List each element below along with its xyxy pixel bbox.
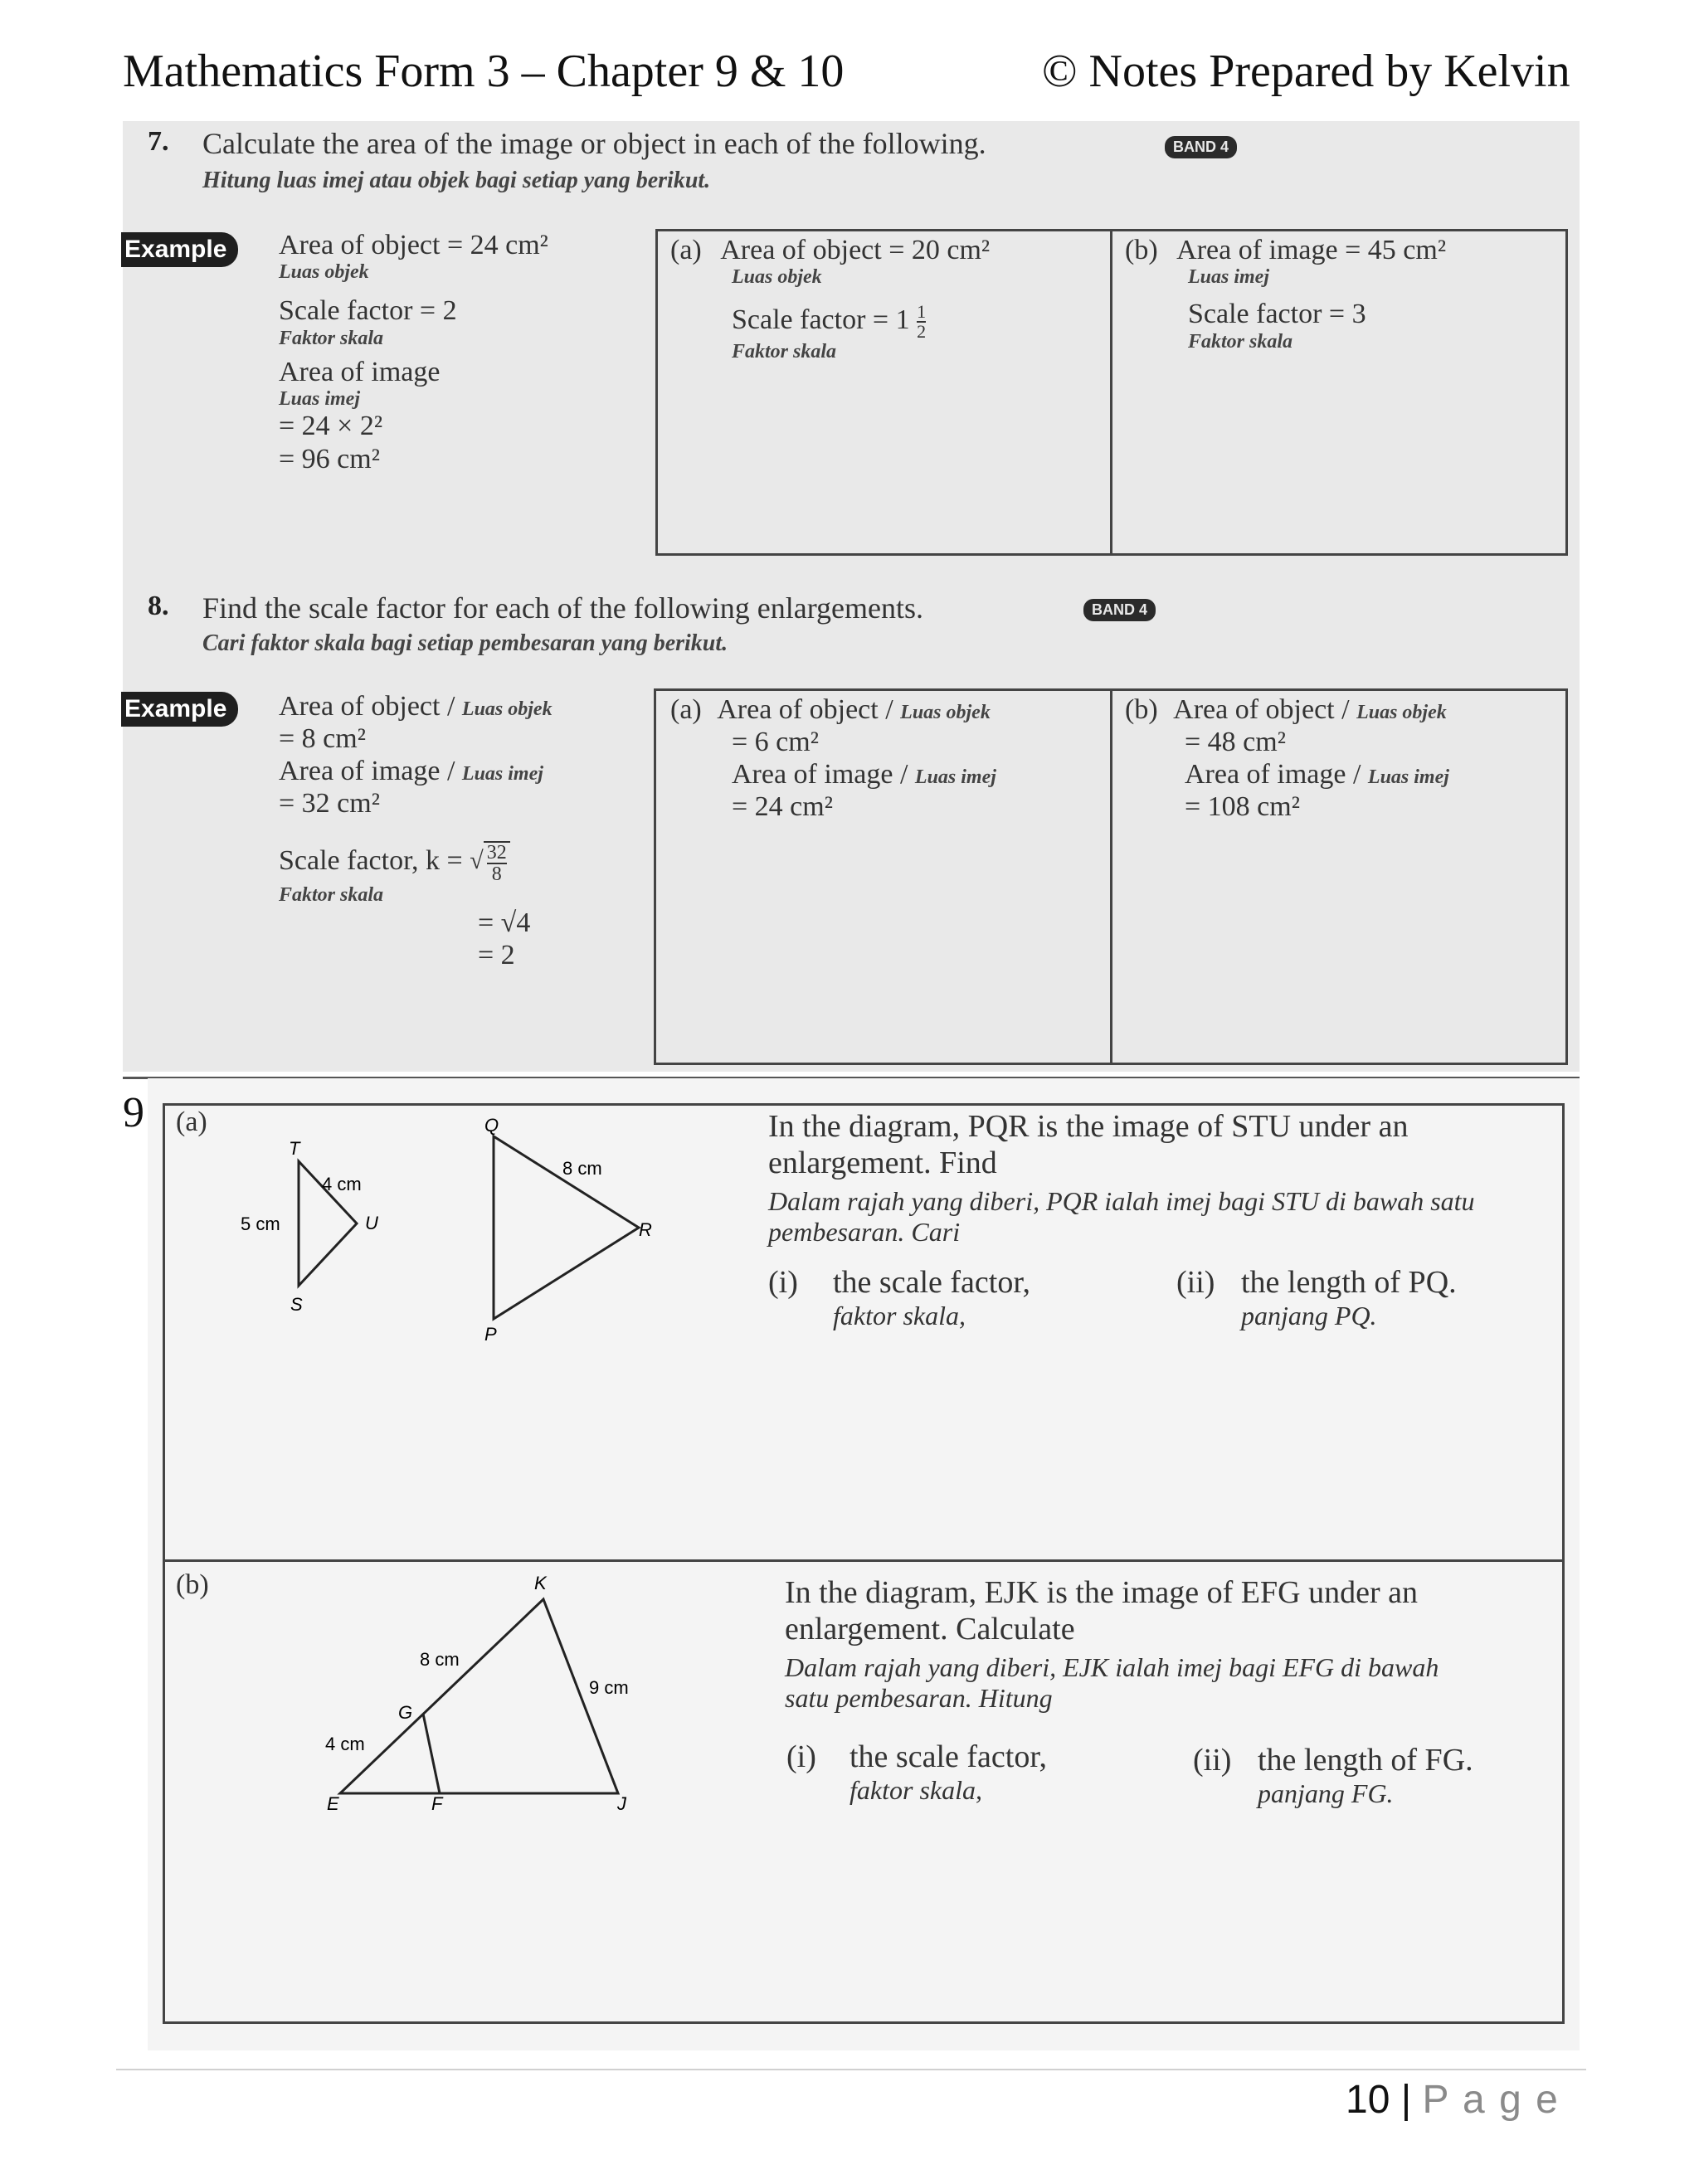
header-left: Mathematics Form 3 – Chapter 9 & 10 [123, 46, 845, 97]
q7-text-ms: Hitung luas imej atau objek bagi setiap yang berikut. [202, 168, 711, 193]
q9-row-divider [163, 1559, 1565, 1562]
q8-text-ms: Cari faktor skala bagi setiap pembesaran yang berikut. [202, 630, 728, 656]
q8-ex-l5: Scale factor, k = [279, 845, 463, 877]
page-word: P a g e [1422, 2078, 1560, 2122]
q9a-label: (a) [176, 1107, 207, 1137]
q7-ex-l3: Area of image [279, 356, 441, 387]
label-kj-length: 9 cm [589, 1677, 629, 1698]
q9a-text1: In the diagram, PQR is the image of STU under an [768, 1109, 1409, 1144]
q9b-i-ms: faktor skala, [850, 1775, 982, 1805]
q8-ex-l6: = √4 [478, 907, 531, 938]
q7-ex-l2-ms: Faktor skala [279, 327, 384, 349]
q8-example-badge: Example [121, 692, 238, 727]
label-qr-length: 8 cm [562, 1158, 602, 1179]
q8-ex-l2: = 8 cm² [279, 723, 366, 755]
q8-text: Find the scale factor for each of the following enlargements. [202, 591, 924, 625]
label-E: E [327, 1793, 339, 1814]
q8-band-badge: BAND 4 [1083, 599, 1156, 621]
q7-part-a [670, 234, 990, 363]
q9a-part-i [833, 1264, 1030, 1331]
q8-example-solution [279, 690, 553, 971]
label-J: J [617, 1793, 626, 1814]
q7-ex-l4: = 24 × 2² [279, 411, 383, 442]
q7-example-badge: Example [121, 232, 238, 267]
q7-ex-l1: Area of object = 24 cm² [279, 230, 548, 260]
label-tu-length: 4 cm [322, 1174, 362, 1194]
q8-ex-l1-ms: Luas objek [461, 698, 553, 720]
q8-b-l3: Area of image / [1185, 759, 1361, 790]
q9b-label: (b) [176, 1569, 209, 1600]
q9a-ms2: pembesaran. Cari [768, 1217, 961, 1247]
q8-b-l4: = 108 cm² [1185, 791, 1300, 823]
label-S: S [290, 1294, 303, 1315]
q7-a-l1-ms: Luas objek [732, 266, 822, 289]
label-Q: Q [484, 1115, 499, 1136]
q9b-ms2: satu pembesaran. Hitung [785, 1683, 1053, 1713]
header-right: © Notes Prepared by Kelvin [1042, 46, 1570, 97]
q9b-part-ii [1258, 1742, 1473, 1809]
q8-answer-divider [1110, 688, 1112, 1065]
q9a-ii-ms: panjang PQ. [1241, 1301, 1377, 1330]
q7-a-l1: Area of object = 20 cm² [720, 235, 991, 265]
q8-ex-l1: Area of object / [279, 691, 455, 722]
q9a-diagram [224, 1095, 689, 1344]
q8-b-l1: Area of object / [1173, 694, 1350, 725]
label-P: P [484, 1324, 497, 1344]
q9b-ii-text: the length of FG. [1258, 1743, 1473, 1778]
q8-number: 8. [148, 591, 169, 621]
label-st-length: 5 cm [241, 1214, 280, 1234]
q7-example-solution [279, 229, 548, 475]
q7-a-label: (a) [670, 235, 702, 265]
q7-b-l1-ms: Luas imej [1188, 266, 1270, 289]
q8-a-l1: Area of object / [717, 694, 893, 725]
q7-number: 7. [148, 126, 169, 157]
q8-a-label: (a) [670, 694, 702, 725]
label-G: G [398, 1702, 413, 1723]
triangle-ejk [340, 1599, 618, 1793]
q7-answer-divider [1110, 229, 1112, 556]
q9b-ii-label: (ii) [1193, 1743, 1232, 1778]
q8-a-l1-ms: Luas objek [900, 702, 991, 723]
q8-a-l3-ms: Luas imej [914, 766, 996, 789]
page-number: 10 [1346, 2078, 1390, 2122]
q8-a-l4: = 24 cm² [732, 791, 833, 823]
q8-ex-l4: = 32 cm² [279, 788, 380, 820]
q9a-ms1: Dalam rajah yang diberi, PQR ialah imej bagi STU di bawah satu [768, 1186, 1475, 1216]
label-gk-length: 8 cm [420, 1649, 460, 1670]
q9b-diagram [315, 1569, 664, 1818]
q9b-part-i [850, 1739, 1047, 1806]
label-U: U [365, 1213, 378, 1233]
q8-ex-l3: Area of image / [279, 756, 455, 787]
q9b-ii-ms: panjang FG. [1258, 1778, 1394, 1808]
q9b-question [785, 1574, 1439, 1714]
q9b-i-label: (i) [786, 1739, 816, 1774]
q7-ex-l2: Scale factor = 2 [279, 295, 457, 327]
q8-ex-l5-ms: Faktor skala [279, 884, 384, 907]
q7-text: Calculate the area of the image or object in each of the following. [202, 127, 986, 160]
label-F: F [431, 1793, 443, 1814]
q9a-ii-label: (ii) [1176, 1265, 1215, 1300]
q7-ex-l3-ms: Luas imej [279, 388, 361, 411]
q7-b-l2-ms: Faktor skala [1188, 330, 1293, 353]
q9a-text2: enlargement. Find [768, 1146, 997, 1180]
q8-ex-l7: = 2 [478, 939, 515, 970]
q9b-text1: In the diagram, EJK is the image of EFG under an [785, 1575, 1418, 1610]
q7-part-b [1125, 234, 1446, 353]
q7-b-l1: Area of image = 45 cm² [1176, 235, 1447, 265]
q9b-text2: enlargement. Calculate [785, 1612, 1075, 1647]
label-R: R [639, 1219, 652, 1240]
q7-a-fraction: $\frac{1}{2}$ [917, 301, 927, 343]
q9a-i-label: (i) [768, 1265, 798, 1300]
q7-b-l2: Scale factor = 3 [1188, 299, 1366, 330]
q7-b-label: (b) [1125, 235, 1158, 265]
q9a-ii-text: the length of PQ. [1241, 1265, 1457, 1300]
q7-band-badge: BAND 4 [1165, 136, 1237, 158]
q9a-question [768, 1108, 1475, 1248]
q9a-i-text: the scale factor, [833, 1265, 1030, 1300]
q8-part-b [1125, 693, 1449, 823]
q8-b-l2: = 48 cm² [1185, 727, 1286, 758]
q8-b-l1-ms: Luas objek [1356, 702, 1447, 723]
footer-rule [116, 2069, 1586, 2070]
q9a-i-ms: faktor skala, [833, 1301, 966, 1330]
q8-b-label: (b) [1125, 694, 1158, 725]
q9b-ms1: Dalam rajah yang diberi, EJK ialah imej bagi EFG di bawah [785, 1652, 1439, 1682]
page-footer [1346, 2077, 1560, 2123]
q9-number: 9 [123, 1089, 144, 1136]
label-eg-length: 4 cm [325, 1734, 365, 1754]
q8-ex-l3-ms: Luas imej [461, 763, 543, 786]
segment-gf [423, 1714, 440, 1793]
q9a-part-ii [1241, 1264, 1457, 1331]
q7-ex-l1-ms: Luas objek [279, 261, 369, 284]
q8-ex-sqrt: √ $\frac{32}{8}$ [470, 841, 509, 884]
q8-b-l3-ms: Luas imej [1367, 766, 1449, 789]
label-K: K [534, 1573, 547, 1593]
page-separator: | [1400, 2078, 1412, 2122]
label-T: T [289, 1138, 300, 1159]
q8-part-a [670, 693, 996, 823]
q7-a-l2: Scale factor = 1 [732, 304, 910, 336]
q7-ex-l5: = 96 cm² [279, 443, 380, 474]
q8-a-l2: = 6 cm² [732, 727, 819, 758]
q9b-i-text: the scale factor, [850, 1739, 1047, 1774]
q8-a-l3: Area of image / [732, 759, 908, 790]
q7-a-l2-ms: Faktor skala [732, 341, 837, 363]
